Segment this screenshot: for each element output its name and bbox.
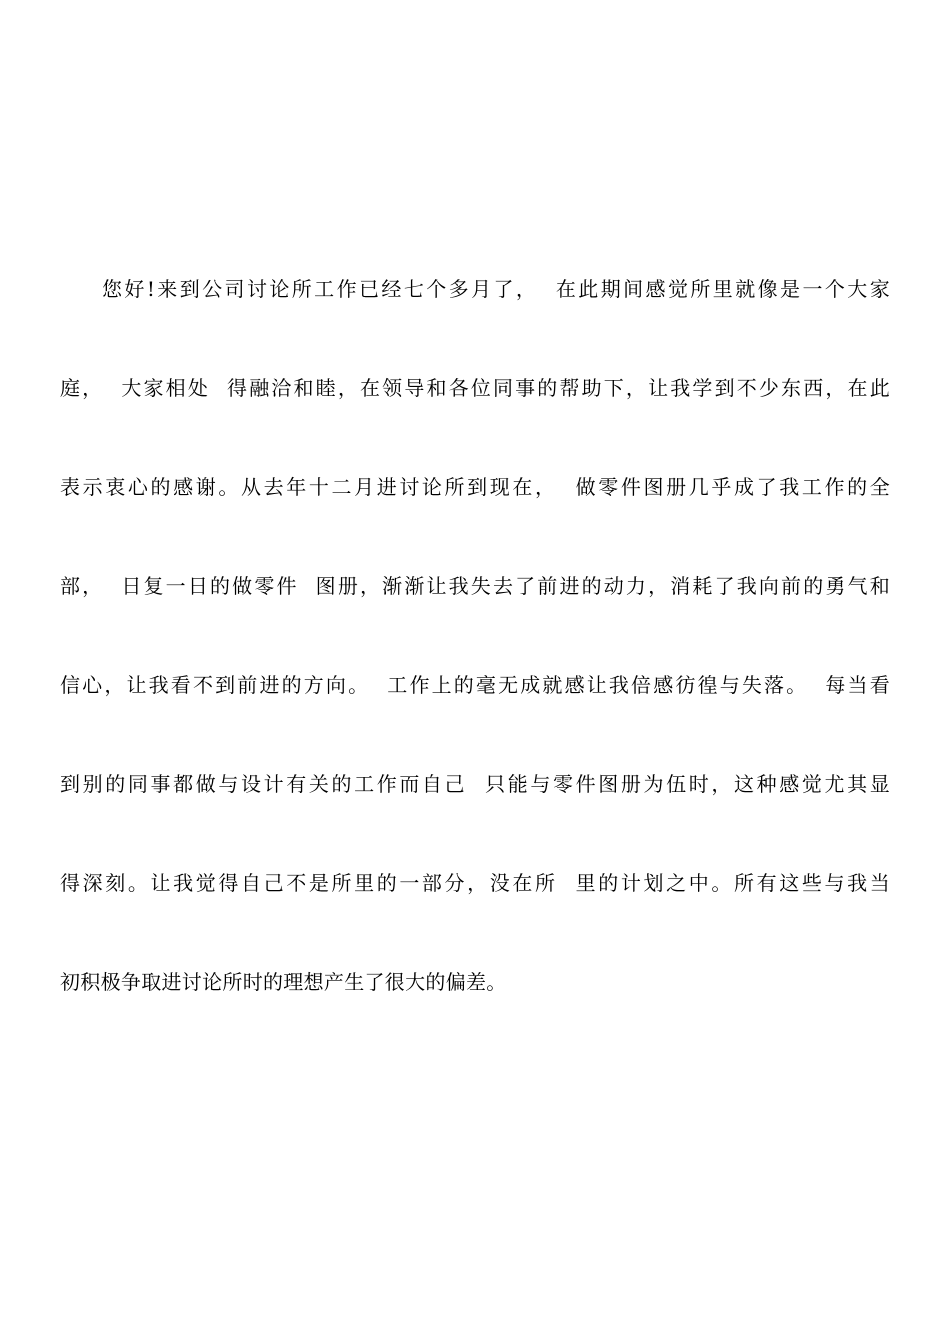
paragraph-line: 庭， 大家相处 得融洽和睦，在领导和各位同事的帮助下，让我学到不少东西，在此 — [60, 376, 890, 400]
body-paragraph — [60, 270, 890, 1062]
paragraph-line: 表示衷心的感谢。从去年十二月进讨论所到现在， 做零件图册几乎成了我工作的全 — [60, 475, 890, 499]
paragraph-line: 部， 日复一日的做零件 图册，渐渐让我失去了前进的动力，消耗了我向前的勇气和 — [60, 574, 890, 598]
paragraph-line: 您好!来到公司讨论所工作已经七个多月了， 在此期间感觉所里就像是一个大家 — [102, 277, 890, 301]
paragraph-line: 到别的同事都做与设计有关的工作而自己 只能与零件图册为伍时，这种感觉尤其显 — [60, 772, 890, 796]
paragraph-line: 初积极争取进讨论所时的理想产生了很大的偏差。 — [60, 970, 507, 994]
paragraph-line: 信心，让我看不到前进的方向。 工作上的毫无成就感让我倍感彷徨与失落。 每当看 — [60, 673, 890, 697]
paragraph-line: 得深刻。让我觉得自己不是所里的一部分，没在所 里的计划之中。所有这些与我当 — [60, 871, 890, 895]
